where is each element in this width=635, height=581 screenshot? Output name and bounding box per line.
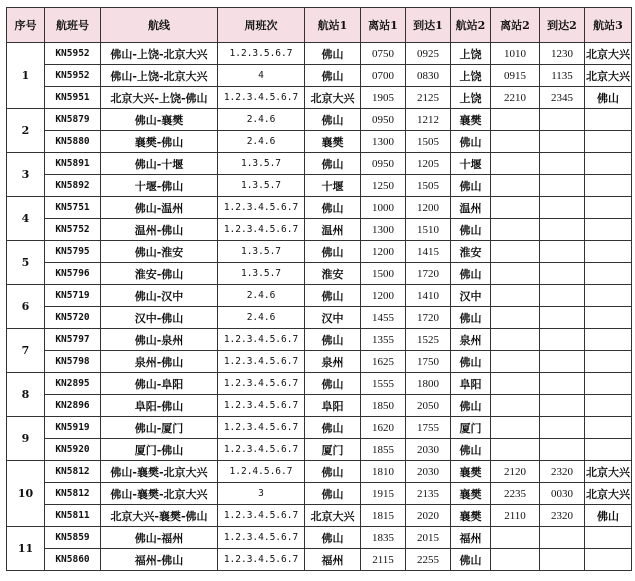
station2-cell: 佛山 <box>451 219 491 241</box>
station1-cell: 厦门 <box>305 439 361 461</box>
station1-cell: 十堰 <box>305 175 361 197</box>
route-cell: 佛山-襄樊-北京大兴 <box>101 483 218 505</box>
route-cell: 佛山-厦门 <box>101 417 218 439</box>
table-row <box>7 241 632 263</box>
station2-cell: 厦门 <box>451 417 491 439</box>
arrival2-cell <box>540 175 585 197</box>
seq-cell: 6 <box>7 285 45 329</box>
station1-cell: 佛山 <box>305 373 361 395</box>
station2-cell: 襄樊 <box>451 505 491 527</box>
route-cell: 北京大兴-上饶-佛山 <box>101 87 218 109</box>
table-row <box>7 43 632 65</box>
station1-cell: 淮安 <box>305 263 361 285</box>
station1-cell: 佛山 <box>305 241 361 263</box>
departure2-cell: 0915 <box>491 65 540 87</box>
station2-cell: 襄樊 <box>451 483 491 505</box>
flight-number-cell: KN5919 <box>45 417 101 439</box>
weekly-frequency-cell: 1.2.3.4.5.6.7 <box>218 197 305 219</box>
flight-number-cell: KN5719 <box>45 285 101 307</box>
station2-cell: 上饶 <box>451 87 491 109</box>
station2-cell: 淮安 <box>451 241 491 263</box>
seq-cell: 7 <box>7 329 45 373</box>
route-cell: 佛山-阜阳 <box>101 373 218 395</box>
flight-number-cell: KN5797 <box>45 329 101 351</box>
table-row <box>7 373 632 395</box>
arrival1-cell: 1205 <box>406 153 451 175</box>
arrival2-cell <box>540 219 585 241</box>
station3-cell <box>585 241 632 263</box>
seq-cell: 8 <box>7 373 45 417</box>
departure2-cell <box>491 329 540 351</box>
station1-cell: 襄樊 <box>305 131 361 153</box>
arrival2-cell <box>540 395 585 417</box>
arrival2-cell: 1230 <box>540 43 585 65</box>
arrival2-cell <box>540 373 585 395</box>
arrival2-cell <box>540 307 585 329</box>
route-cell: 佛山-上饶-北京大兴 <box>101 65 218 87</box>
station2-cell: 佛山 <box>451 131 491 153</box>
arrival1-cell: 2135 <box>406 483 451 505</box>
station3-cell <box>585 131 632 153</box>
departure1-header: 离站1 <box>361 8 406 43</box>
station1-cell: 佛山 <box>305 43 361 65</box>
departure1-cell: 1835 <box>361 527 406 549</box>
station1-cell: 福州 <box>305 549 361 571</box>
arrival2-cell <box>540 439 585 461</box>
header-row <box>7 8 632 43</box>
route-cell: 佛山-上饶-北京大兴 <box>101 43 218 65</box>
arrival2-cell <box>540 241 585 263</box>
station3-cell <box>585 351 632 373</box>
station1-cell: 北京大兴 <box>305 87 361 109</box>
seq-header: 序号 <box>7 8 45 43</box>
weekly-frequency-cell: 3 <box>218 483 305 505</box>
flight-number-cell: KN5860 <box>45 549 101 571</box>
arrival1-cell: 1212 <box>406 109 451 131</box>
weekly-frequency-cell: 2.4.6 <box>218 131 305 153</box>
arrival2-cell <box>540 285 585 307</box>
station3-cell <box>585 417 632 439</box>
station3-cell <box>585 439 632 461</box>
weekly-frequency-cell: 1.2.4.5.6.7 <box>218 461 305 483</box>
station3-cell <box>585 197 632 219</box>
station2-cell: 上饶 <box>451 43 491 65</box>
flight-schedule-container <box>6 7 632 571</box>
departure1-cell: 0750 <box>361 43 406 65</box>
departure1-cell: 1620 <box>361 417 406 439</box>
departure2-cell <box>491 395 540 417</box>
table-row <box>7 87 632 109</box>
station3-cell <box>585 219 632 241</box>
weekly-frequency-cell: 1.2.3.4.5.6.7 <box>218 373 305 395</box>
table-row <box>7 329 632 351</box>
flight-number-cell: KN5880 <box>45 131 101 153</box>
weekly-frequency-cell: 1.3.5.7 <box>218 241 305 263</box>
route-cell: 佛山-福州 <box>101 527 218 549</box>
station3-header: 航站3 <box>585 8 632 43</box>
station2-header: 航站2 <box>451 8 491 43</box>
seq-cell: 10 <box>7 461 45 527</box>
route-cell: 佛山-襄樊 <box>101 109 218 131</box>
table-row <box>7 549 632 571</box>
seq-cell: 5 <box>7 241 45 285</box>
station3-cell <box>585 285 632 307</box>
station3-cell <box>585 109 632 131</box>
route-cell: 十堰-佛山 <box>101 175 218 197</box>
arrival2-cell <box>540 351 585 373</box>
station1-cell: 佛山 <box>305 417 361 439</box>
station3-cell <box>585 329 632 351</box>
weekly-frequency-cell: 4 <box>218 65 305 87</box>
flight-number-cell: KN5892 <box>45 175 101 197</box>
departure2-cell <box>491 153 540 175</box>
route-cell: 泉州-佛山 <box>101 351 218 373</box>
arrival1-cell: 0925 <box>406 43 451 65</box>
seq-cell: 1 <box>7 43 45 109</box>
seq-cell: 11 <box>7 527 45 571</box>
station3-cell <box>585 549 632 571</box>
departure1-cell: 1905 <box>361 87 406 109</box>
arrival1-cell: 0830 <box>406 65 451 87</box>
seq-cell: 4 <box>7 197 45 241</box>
flight-number-cell: KN5920 <box>45 439 101 461</box>
weekly-frequency-cell: 1.2.3.4.5.6.7 <box>218 505 305 527</box>
route-header: 航线 <box>101 8 218 43</box>
station1-cell: 佛山 <box>305 527 361 549</box>
departure1-cell: 1455 <box>361 307 406 329</box>
arrival1-cell: 2020 <box>406 505 451 527</box>
station3-cell: 北京大兴 <box>585 65 632 87</box>
station1-cell: 北京大兴 <box>305 505 361 527</box>
flight-number-cell: KN5952 <box>45 65 101 87</box>
station3-cell: 佛山 <box>585 87 632 109</box>
table-row <box>7 351 632 373</box>
departure1-cell: 1000 <box>361 197 406 219</box>
station3-cell <box>585 153 632 175</box>
table-row <box>7 219 632 241</box>
flight-number-cell: KN5795 <box>45 241 101 263</box>
arrival2-cell <box>540 197 585 219</box>
table-row <box>7 483 632 505</box>
seq-cell: 2 <box>7 109 45 153</box>
weekly-frequency-header: 周班次 <box>218 8 305 43</box>
table-row <box>7 307 632 329</box>
departure1-cell: 1810 <box>361 461 406 483</box>
weekly-frequency-cell: 1.2.3.5.6.7 <box>218 43 305 65</box>
flight-number-cell: KN5879 <box>45 109 101 131</box>
flight-number-cell: KN5798 <box>45 351 101 373</box>
arrival1-cell: 1415 <box>406 241 451 263</box>
departure2-cell <box>491 197 540 219</box>
departure1-cell: 1555 <box>361 373 406 395</box>
table-row <box>7 461 632 483</box>
table-row <box>7 395 632 417</box>
station1-cell: 佛山 <box>305 329 361 351</box>
weekly-frequency-cell: 1.3.5.7 <box>218 263 305 285</box>
arrival1-cell: 2255 <box>406 549 451 571</box>
arrival2-cell <box>540 263 585 285</box>
arrival1-cell: 1510 <box>406 219 451 241</box>
arrival2-cell <box>540 153 585 175</box>
arrival2-cell: 2320 <box>540 461 585 483</box>
station2-cell: 襄樊 <box>451 109 491 131</box>
departure1-cell: 0700 <box>361 65 406 87</box>
station2-cell: 佛山 <box>451 439 491 461</box>
arrival1-cell: 1720 <box>406 307 451 329</box>
station3-cell <box>585 395 632 417</box>
seq-cell: 9 <box>7 417 45 461</box>
table-row <box>7 65 632 87</box>
station2-cell: 佛山 <box>451 263 491 285</box>
station3-cell <box>585 373 632 395</box>
flight-number-cell: KN5751 <box>45 197 101 219</box>
station3-cell: 北京大兴 <box>585 483 632 505</box>
table-row <box>7 417 632 439</box>
arrival2-cell <box>540 131 585 153</box>
table-row <box>7 505 632 527</box>
table-body <box>7 43 632 571</box>
table-row <box>7 109 632 131</box>
departure2-cell <box>491 285 540 307</box>
departure2-cell: 2110 <box>491 505 540 527</box>
station2-cell: 汉中 <box>451 285 491 307</box>
flight-number-cell: KN2895 <box>45 373 101 395</box>
arrival2-cell <box>540 527 585 549</box>
departure2-cell <box>491 417 540 439</box>
departure1-cell: 0950 <box>361 109 406 131</box>
station2-cell: 佛山 <box>451 549 491 571</box>
arrival1-cell: 1505 <box>406 175 451 197</box>
arrival1-cell: 2125 <box>406 87 451 109</box>
flight-number-cell: KN2896 <box>45 395 101 417</box>
departure2-cell: 2235 <box>491 483 540 505</box>
station2-cell: 佛山 <box>451 175 491 197</box>
station1-cell: 佛山 <box>305 153 361 175</box>
flight-schedule-table <box>6 7 632 571</box>
arrival1-header: 到达1 <box>406 8 451 43</box>
station1-cell: 温州 <box>305 219 361 241</box>
route-cell: 阜阳-佛山 <box>101 395 218 417</box>
table-row <box>7 527 632 549</box>
departure1-cell: 2115 <box>361 549 406 571</box>
arrival1-cell: 1410 <box>406 285 451 307</box>
departure2-cell: 2120 <box>491 461 540 483</box>
flight-number-header: 航班号 <box>45 8 101 43</box>
weekly-frequency-cell: 1.2.3.4.5.6.7 <box>218 527 305 549</box>
table-row <box>7 285 632 307</box>
departure2-cell <box>491 241 540 263</box>
arrival2-header: 到达2 <box>540 8 585 43</box>
departure2-cell: 1010 <box>491 43 540 65</box>
flight-number-cell: KN5720 <box>45 307 101 329</box>
arrival2-cell: 0030 <box>540 483 585 505</box>
flight-number-cell: KN5812 <box>45 483 101 505</box>
arrival2-cell <box>540 417 585 439</box>
departure1-cell: 1855 <box>361 439 406 461</box>
route-cell: 厦门-佛山 <box>101 439 218 461</box>
weekly-frequency-cell: 1.2.3.4.5.6.7 <box>218 395 305 417</box>
route-cell: 佛山-十堰 <box>101 153 218 175</box>
departure2-cell <box>491 175 540 197</box>
station1-cell: 佛山 <box>305 109 361 131</box>
station2-cell: 佛山 <box>451 307 491 329</box>
arrival1-cell: 2030 <box>406 439 451 461</box>
departure1-cell: 1200 <box>361 285 406 307</box>
departure2-cell <box>491 351 540 373</box>
weekly-frequency-cell: 1.2.3.4.5.6.7 <box>218 351 305 373</box>
departure2-cell <box>491 549 540 571</box>
station1-cell: 佛山 <box>305 483 361 505</box>
arrival2-cell: 2345 <box>540 87 585 109</box>
station3-cell <box>585 175 632 197</box>
departure2-cell <box>491 263 540 285</box>
route-cell: 襄樊-佛山 <box>101 131 218 153</box>
route-cell: 佛山-泉州 <box>101 329 218 351</box>
flight-number-cell: KN5859 <box>45 527 101 549</box>
arrival1-cell: 1755 <box>406 417 451 439</box>
arrival1-cell: 1800 <box>406 373 451 395</box>
station2-cell: 阜阳 <box>451 373 491 395</box>
station2-cell: 佛山 <box>451 351 491 373</box>
seq-cell: 3 <box>7 153 45 197</box>
weekly-frequency-cell: 1.2.3.4.5.6.7 <box>218 329 305 351</box>
weekly-frequency-cell: 1.3.5.7 <box>218 153 305 175</box>
table-row <box>7 131 632 153</box>
station2-cell: 佛山 <box>451 395 491 417</box>
route-cell: 淮安-佛山 <box>101 263 218 285</box>
weekly-frequency-cell: 1.2.3.4.5.6.7 <box>218 219 305 241</box>
table-row <box>7 197 632 219</box>
table-row <box>7 175 632 197</box>
station2-cell: 福州 <box>451 527 491 549</box>
flight-number-cell: KN5891 <box>45 153 101 175</box>
weekly-frequency-cell: 1.2.3.4.5.6.7 <box>218 549 305 571</box>
departure2-cell <box>491 527 540 549</box>
station2-cell: 上饶 <box>451 65 491 87</box>
arrival2-cell <box>540 549 585 571</box>
weekly-frequency-cell: 2.4.6 <box>218 307 305 329</box>
arrival2-cell <box>540 109 585 131</box>
departure1-cell: 1250 <box>361 175 406 197</box>
weekly-frequency-cell: 1.3.5.7 <box>218 175 305 197</box>
station2-cell: 十堰 <box>451 153 491 175</box>
departure1-cell: 1915 <box>361 483 406 505</box>
route-cell: 佛山-襄樊-北京大兴 <box>101 461 218 483</box>
weekly-frequency-cell: 1.2.3.4.5.6.7 <box>218 439 305 461</box>
departure2-cell <box>491 439 540 461</box>
departure2-cell: 2210 <box>491 87 540 109</box>
station3-cell <box>585 307 632 329</box>
station3-cell: 佛山 <box>585 505 632 527</box>
departure1-cell: 1355 <box>361 329 406 351</box>
table-row <box>7 439 632 461</box>
station1-cell: 汉中 <box>305 307 361 329</box>
weekly-frequency-cell: 1.2.3.4.5.6.7 <box>218 417 305 439</box>
arrival2-cell <box>540 329 585 351</box>
arrival1-cell: 1750 <box>406 351 451 373</box>
departure1-cell: 0950 <box>361 153 406 175</box>
route-cell: 佛山-汉中 <box>101 285 218 307</box>
station1-cell: 佛山 <box>305 461 361 483</box>
departure2-cell <box>491 307 540 329</box>
station3-cell: 北京大兴 <box>585 461 632 483</box>
weekly-frequency-cell: 1.2.3.4.5.6.7 <box>218 87 305 109</box>
departure2-cell <box>491 219 540 241</box>
route-cell: 温州-佛山 <box>101 219 218 241</box>
arrival1-cell: 1505 <box>406 131 451 153</box>
arrival1-cell: 2050 <box>406 395 451 417</box>
weekly-frequency-cell: 2.4.6 <box>218 285 305 307</box>
arrival1-cell: 1720 <box>406 263 451 285</box>
departure2-cell <box>491 373 540 395</box>
departure1-cell: 1200 <box>361 241 406 263</box>
arrival2-cell: 2320 <box>540 505 585 527</box>
station3-cell <box>585 263 632 285</box>
flight-number-cell: KN5952 <box>45 43 101 65</box>
arrival1-cell: 2030 <box>406 461 451 483</box>
station3-cell: 北京大兴 <box>585 43 632 65</box>
arrival1-cell: 1200 <box>406 197 451 219</box>
route-cell: 佛山-淮安 <box>101 241 218 263</box>
weekly-frequency-cell: 2.4.6 <box>218 109 305 131</box>
arrival1-cell: 1525 <box>406 329 451 351</box>
station1-cell: 佛山 <box>305 197 361 219</box>
station1-cell: 佛山 <box>305 65 361 87</box>
route-cell: 佛山-温州 <box>101 197 218 219</box>
station3-cell <box>585 527 632 549</box>
departure1-cell: 1500 <box>361 263 406 285</box>
flight-number-cell: KN5752 <box>45 219 101 241</box>
station1-cell: 佛山 <box>305 285 361 307</box>
departure1-cell: 1625 <box>361 351 406 373</box>
route-cell: 汉中-佛山 <box>101 307 218 329</box>
departure1-cell: 1815 <box>361 505 406 527</box>
flight-number-cell: KN5811 <box>45 505 101 527</box>
departure2-header: 离站2 <box>491 8 540 43</box>
table-row <box>7 153 632 175</box>
table-row <box>7 263 632 285</box>
departure1-cell: 1850 <box>361 395 406 417</box>
route-cell: 北京大兴-襄樊-佛山 <box>101 505 218 527</box>
station2-cell: 泉州 <box>451 329 491 351</box>
station2-cell: 襄樊 <box>451 461 491 483</box>
station1-header: 航站1 <box>305 8 361 43</box>
station1-cell: 阜阳 <box>305 395 361 417</box>
departure2-cell <box>491 109 540 131</box>
flight-number-cell: KN5951 <box>45 87 101 109</box>
station2-cell: 温州 <box>451 197 491 219</box>
arrival2-cell: 1135 <box>540 65 585 87</box>
flight-number-cell: KN5812 <box>45 461 101 483</box>
arrival1-cell: 2015 <box>406 527 451 549</box>
departure1-cell: 1300 <box>361 131 406 153</box>
departure1-cell: 1300 <box>361 219 406 241</box>
flight-number-cell: KN5796 <box>45 263 101 285</box>
station1-cell: 泉州 <box>305 351 361 373</box>
departure2-cell <box>491 131 540 153</box>
route-cell: 福州-佛山 <box>101 549 218 571</box>
